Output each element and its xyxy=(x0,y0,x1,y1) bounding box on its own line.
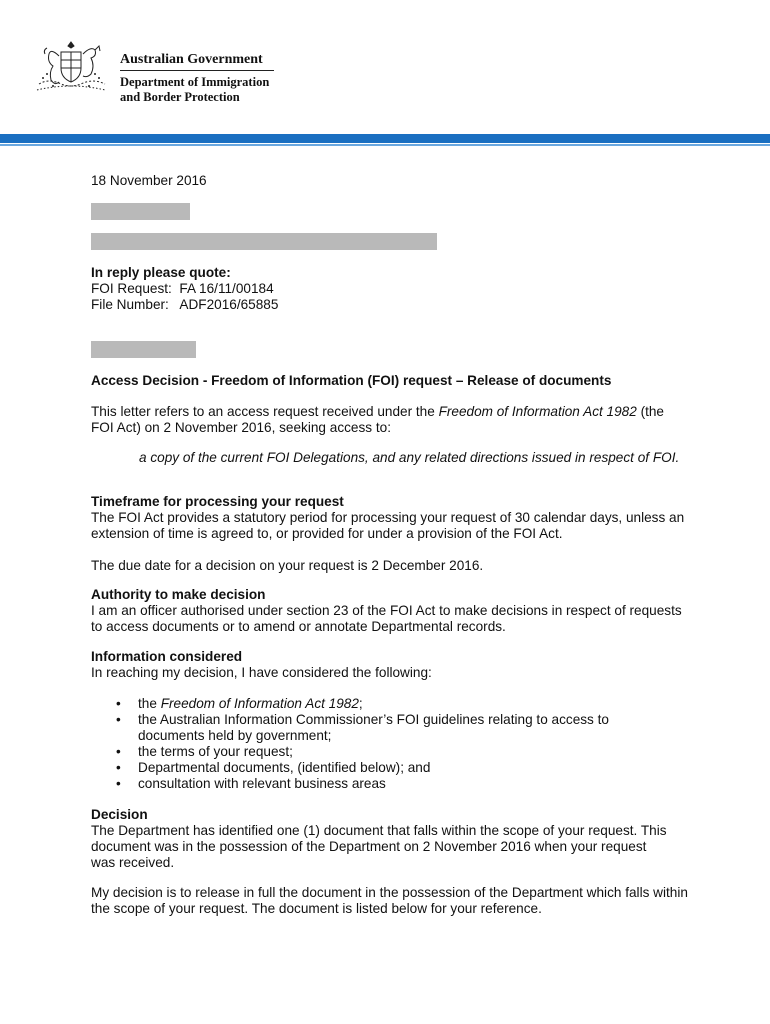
coat-of-arms-icon xyxy=(33,38,109,98)
header-band xyxy=(0,134,770,143)
authority-section xyxy=(91,587,691,635)
timeframe-section xyxy=(91,494,691,542)
file-number-label: File Number: xyxy=(91,297,169,312)
department-line1: Department of Immigration xyxy=(120,75,270,89)
timeframe-heading: Timeframe for processing your request xyxy=(91,494,344,509)
list-item: • Departmental documents, (identified below); and xyxy=(91,760,691,776)
reference-block xyxy=(91,265,691,313)
information-list xyxy=(91,696,691,792)
department-line2: and Border Protection xyxy=(120,90,240,104)
subject-line: Access Decision - Freedom of Information (FOI) request – Release of documents xyxy=(91,373,612,388)
foi-request-label: FOI Request: xyxy=(91,281,172,296)
letter-date: 18 November 2016 xyxy=(91,173,207,188)
timeframe-text: The FOI Act provides a statutory period for processing your request of 30 calendar days, unless an extension of time is agreed to, or provided for under a provision of the FOI Act. xyxy=(91,510,685,541)
authority-text: I am an officer authorised under section 23 of the FOI Act to make decisions in respect of requests to access documents or to amend or annotate Departmental records. xyxy=(91,603,682,634)
intro-part2: (the FOI Act) on 2 November 2016, seeking access to: xyxy=(91,404,664,435)
decision-section xyxy=(91,807,671,871)
request-quote: a copy of the current FOI Delegations, and any related directions issued in respect of FOI. xyxy=(139,450,680,465)
information-intro: In reaching my decision, I have considered the following: xyxy=(91,665,432,680)
file-number-value: ADF2016/65885 xyxy=(179,297,279,312)
intro-part1: This letter refers to an access request received under the xyxy=(91,404,439,419)
due-date-text: The due date for a decision on your request is 2 December 2016. xyxy=(91,558,484,573)
list-item-act: Freedom of Information Act 1982 xyxy=(160,696,359,711)
list-item: • the terms of your request; xyxy=(91,744,691,760)
foi-request-value: FA 16/11/00184 xyxy=(179,281,274,296)
reply-heading: In reply please quote: xyxy=(91,265,231,280)
information-heading: Information considered xyxy=(91,649,243,664)
information-section xyxy=(91,649,691,681)
redacted-recipient-address xyxy=(91,233,437,250)
list-item xyxy=(91,696,691,712)
list-item: • consultation with relevant business areas xyxy=(91,776,691,792)
intro-paragraph xyxy=(91,404,681,436)
authority-heading: Authority to make decision xyxy=(91,587,266,602)
org-name: Australian Government xyxy=(120,52,263,67)
decision-text-1: The Department has identified one (1) document that falls within the scope of your request. This document was in the possession of the Department on 2 November 2016 when your request was received. xyxy=(91,823,667,870)
list-item xyxy=(91,712,691,744)
org-divider xyxy=(120,70,274,71)
header-band-line xyxy=(0,144,770,146)
list-item-suffix: ; xyxy=(358,696,363,711)
file-number-line xyxy=(91,297,691,313)
request-quote-block xyxy=(91,450,691,466)
foi-request-line xyxy=(91,281,691,297)
redacted-salutation xyxy=(91,341,196,358)
list-item-text: the Australian Information Commissioner’s FOI guidelines relating to access to documents held by government; xyxy=(138,712,609,743)
intro-act-name: Freedom of Information Act 1982 xyxy=(438,404,637,419)
list-item-prefix: the xyxy=(138,696,161,711)
decision-heading: Decision xyxy=(91,807,148,822)
department-name xyxy=(120,75,269,105)
redacted-recipient-name xyxy=(91,203,190,220)
decision-text-2: My decision is to release in full the document in the possession of the Department which falls within the scope of your request. The document is listed below for your reference. xyxy=(91,885,688,916)
